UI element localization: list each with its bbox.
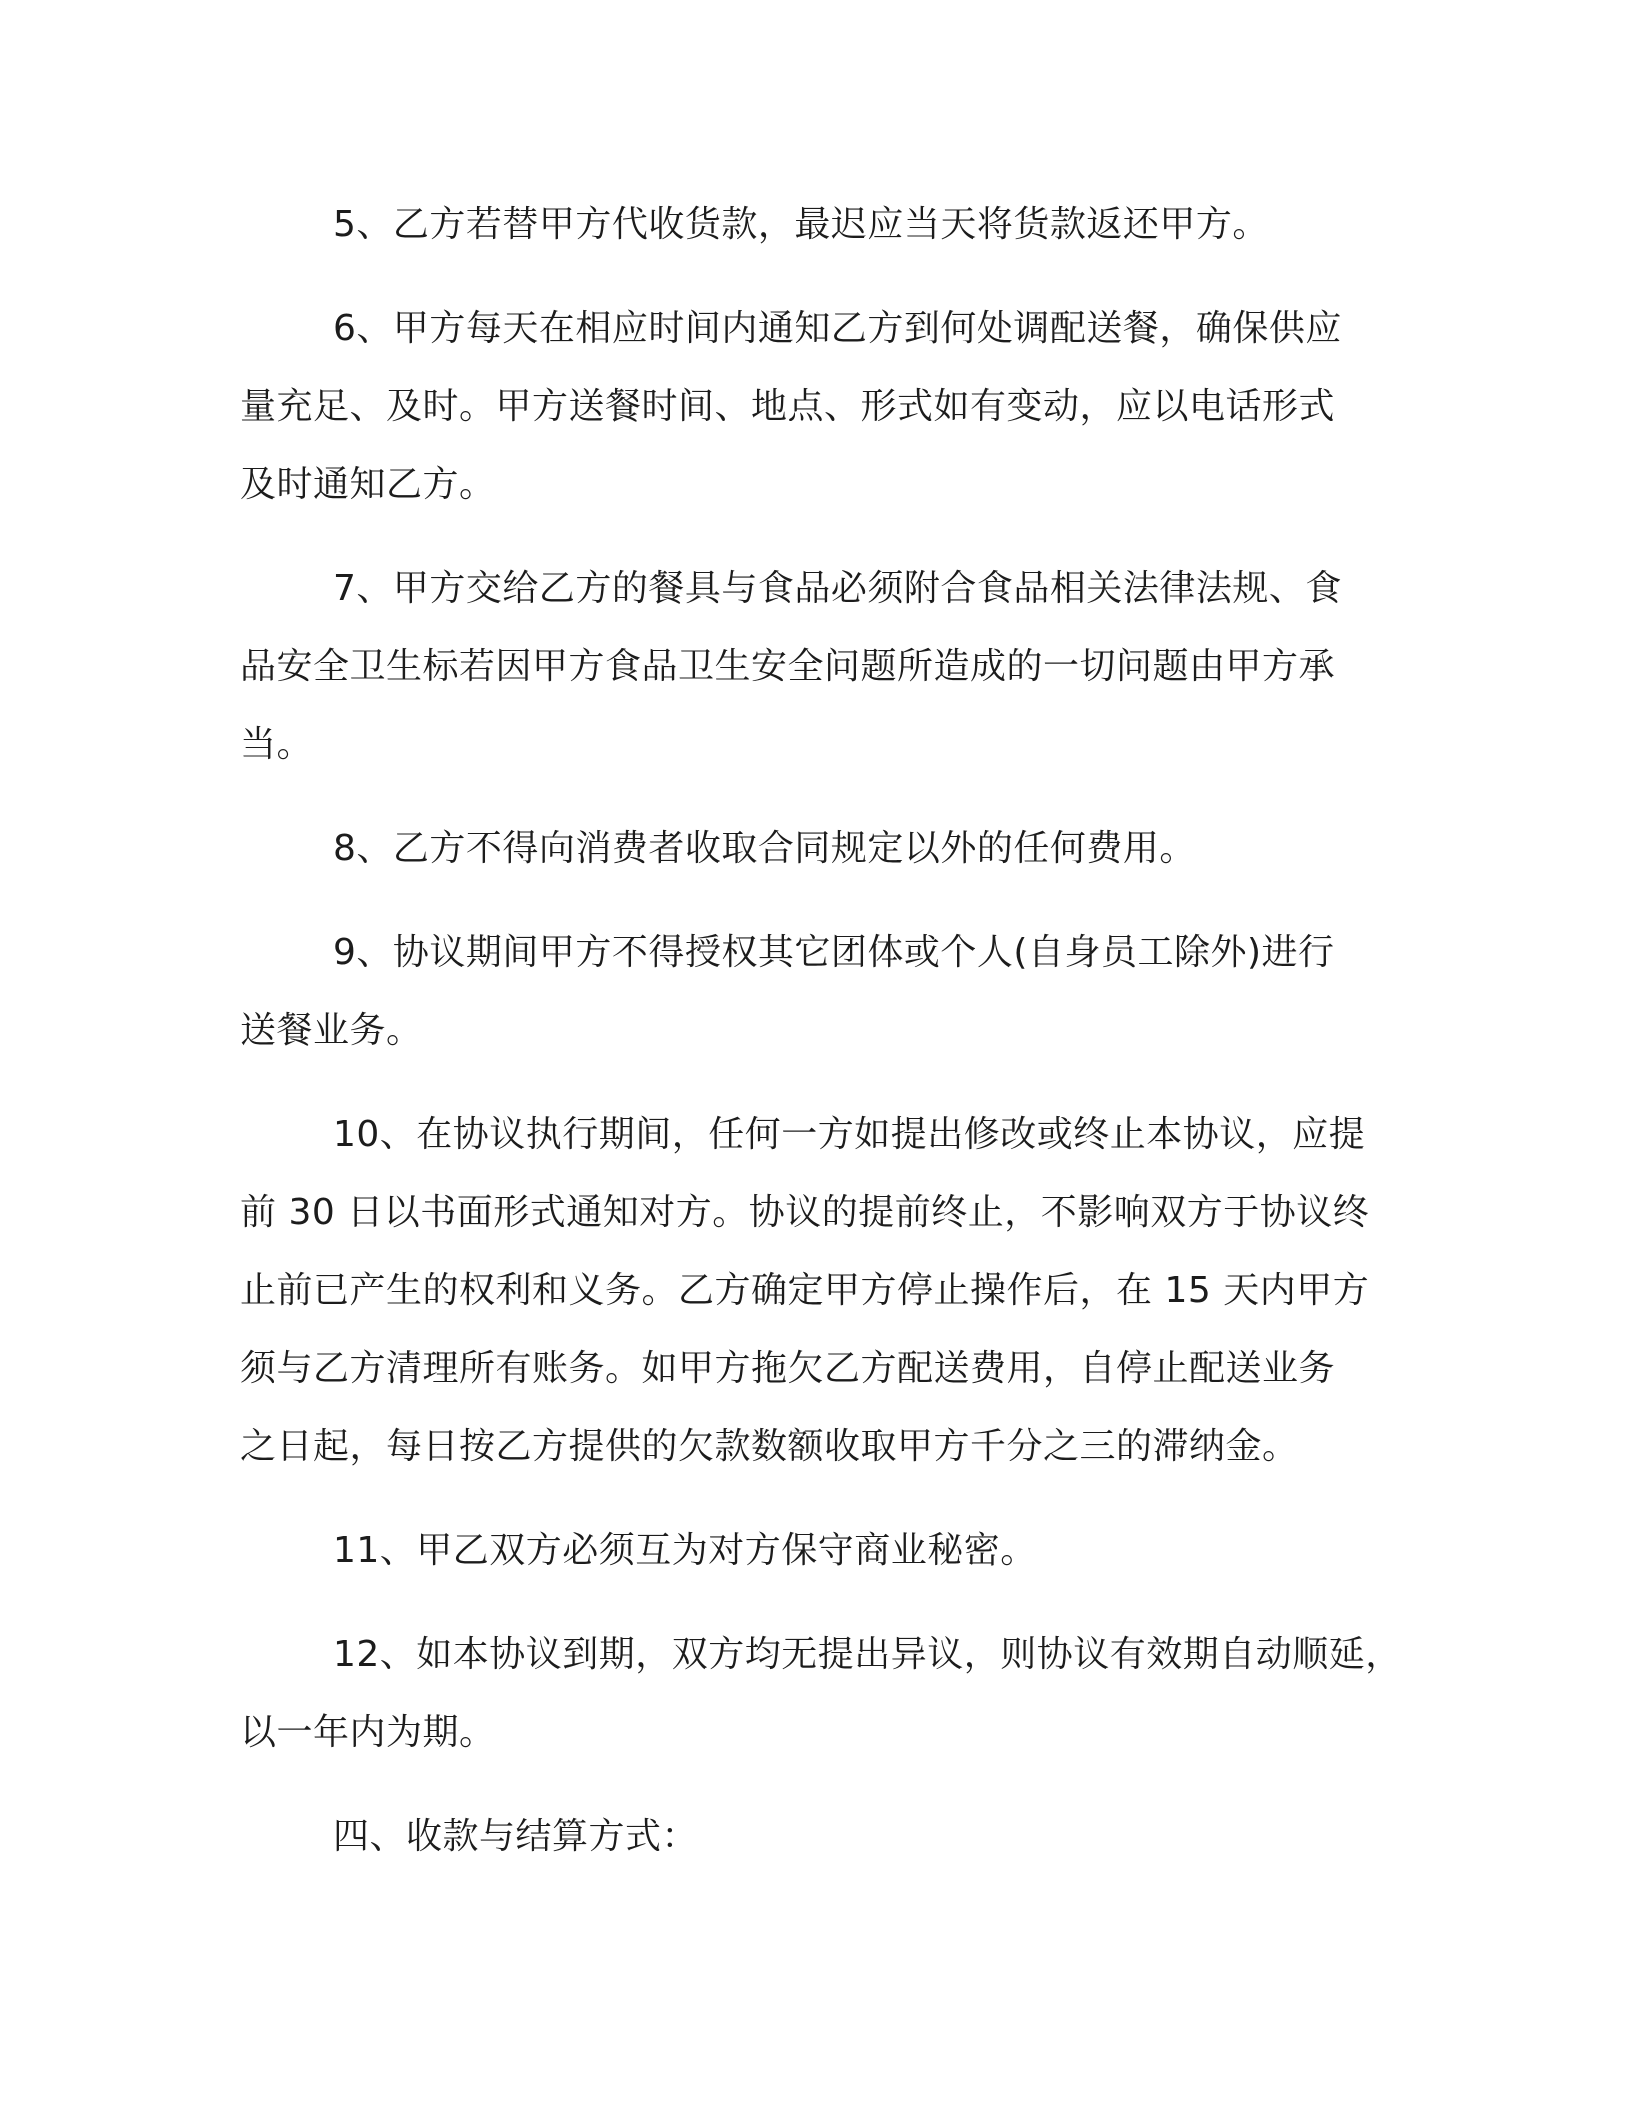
text-line: 须与乙方清理所有账务。如甲方拖欠乙方配送费用，自停止配送业务 bbox=[240, 1348, 1336, 1389]
text-line: 7、甲方交给乙方的餐具与食品必须附合食品相关法律法规、食 bbox=[333, 568, 1342, 609]
clause-6 bbox=[240, 290, 1410, 524]
clause-9 bbox=[240, 914, 1410, 1070]
clause-10 bbox=[240, 1096, 1410, 1486]
text-line: 当。 bbox=[240, 724, 314, 765]
text-line: 前 30 日以书面形式通知对方。协议的提前终止，不影响双方于协议终 bbox=[240, 1192, 1370, 1233]
clause-7 bbox=[240, 550, 1410, 784]
text-line: 9、协议期间甲方不得授权其它团体或个人(自身员工除外)进行 bbox=[333, 932, 1335, 973]
section-heading-payment bbox=[240, 1798, 1410, 1876]
text-line: 止前已产生的权利和义务。乙方确定甲方停止操作后，在 15 天内甲方 bbox=[240, 1270, 1370, 1311]
text-line: 以一年内为期。 bbox=[240, 1712, 496, 1753]
clause-11 bbox=[240, 1512, 1410, 1590]
text-line: 5、乙方若替甲方代收货款，最迟应当天将货款返还甲方。 bbox=[333, 204, 1269, 245]
clause-8 bbox=[240, 810, 1410, 888]
text-line: 8、乙方不得向消费者收取合同规定以外的任何费用。 bbox=[333, 828, 1196, 869]
text-line: 12、如本协议到期，双方均无提出异议，则协议有效期自动顺延， bbox=[333, 1634, 1402, 1675]
section-heading: 四、收款与结算方式： bbox=[333, 1816, 699, 1857]
text-line: 10、在协议执行期间，任何一方如提出修改或终止本协议，应提 bbox=[333, 1114, 1366, 1155]
text-line: 11、甲乙双方必须互为对方保守商业秘密。 bbox=[333, 1530, 1037, 1571]
clause-12 bbox=[240, 1616, 1410, 1772]
text-line: 品安全卫生标若因甲方食品卫生安全问题所造成的一切问题由甲方承 bbox=[240, 646, 1336, 687]
clause-5 bbox=[240, 186, 1410, 264]
text-line: 6、甲方每天在相应时间内通知乙方到何处调配送餐，确保供应 bbox=[333, 308, 1342, 349]
text-line: 及时通知乙方。 bbox=[240, 464, 496, 505]
text-line: 送餐业务。 bbox=[240, 1010, 423, 1051]
text-line: 之日起，每日按乙方提供的欠款数额收取甲方千分之三的滞纳金。 bbox=[240, 1426, 1299, 1467]
document-body bbox=[240, 186, 1410, 1876]
text-line: 量充足、及时。甲方送餐时间、地点、形式如有变动，应以电话形式 bbox=[240, 386, 1336, 427]
